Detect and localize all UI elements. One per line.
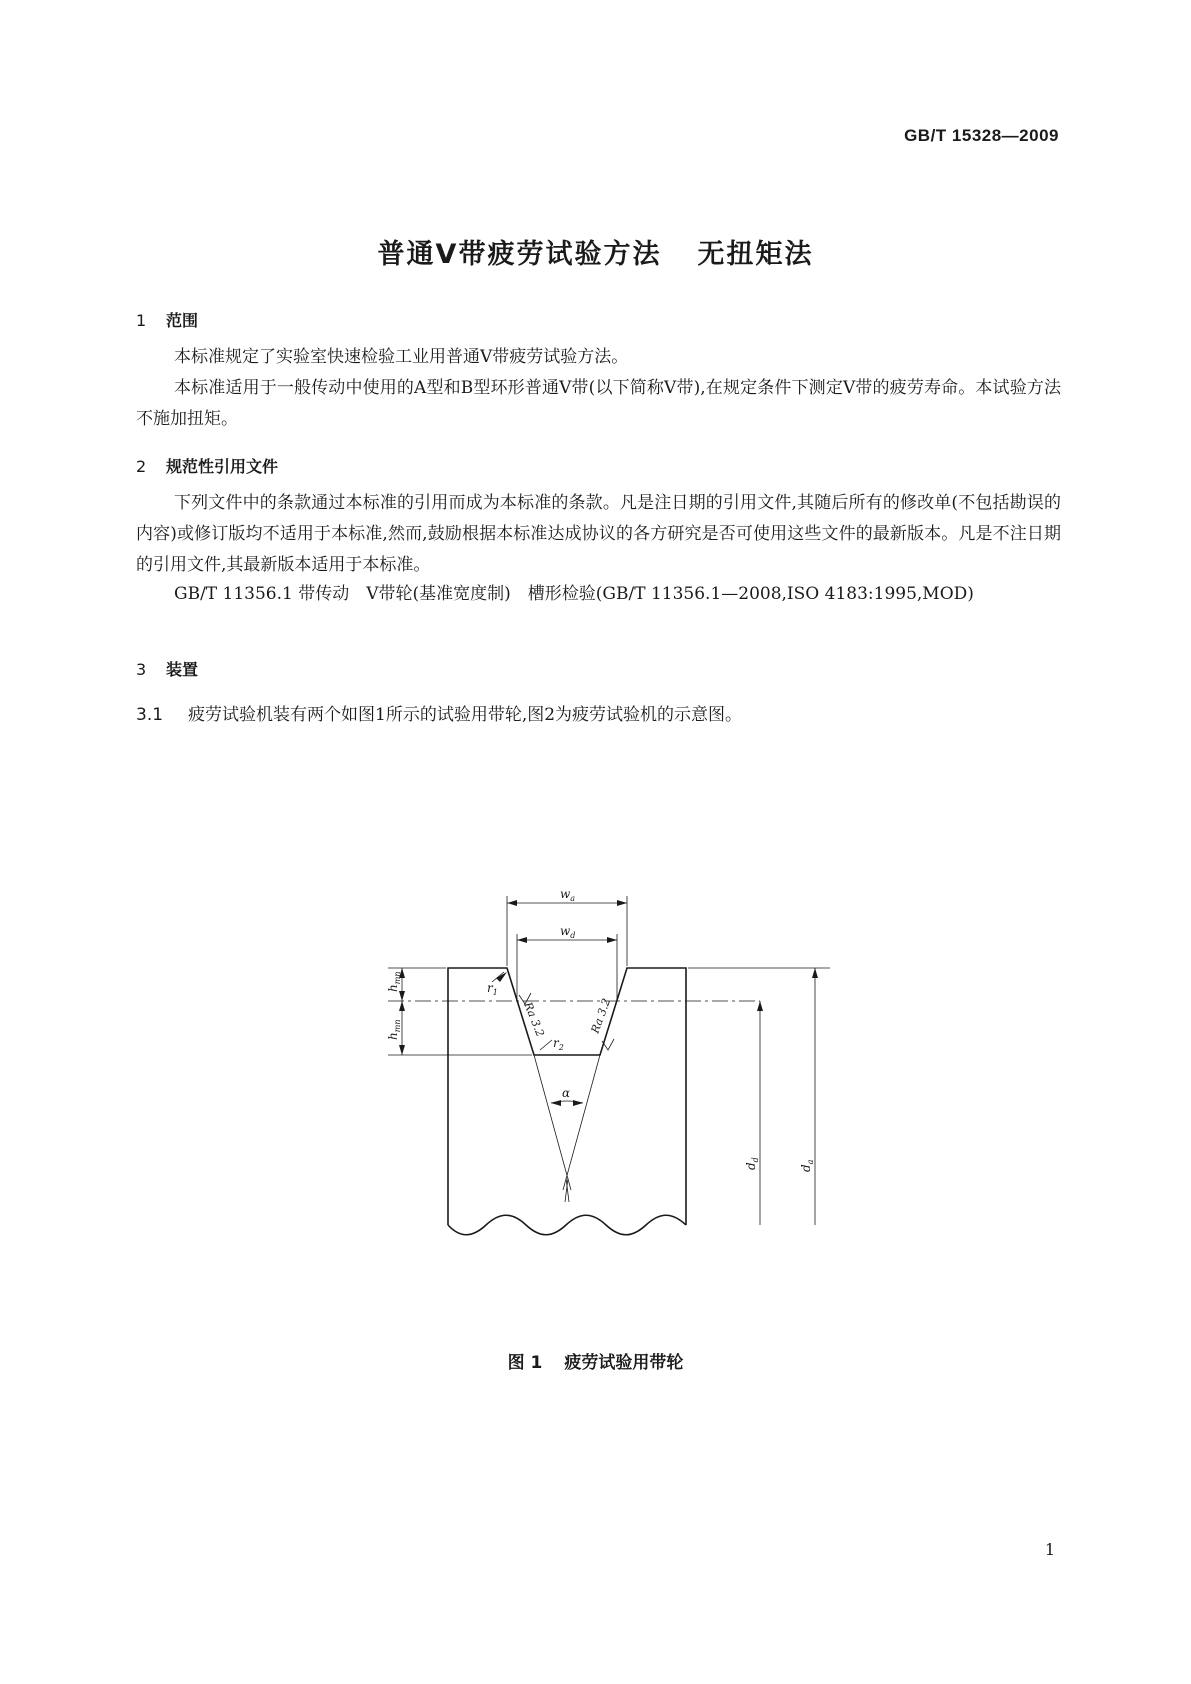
arrow <box>617 900 627 906</box>
arrow <box>607 937 617 943</box>
section-number: 1 <box>136 311 147 330</box>
hmn-label-upper: $h_{mn}$ <box>386 971 402 992</box>
standard-code: GB/T 15328—2009 <box>904 126 1059 145</box>
section-number: 3 <box>136 660 147 679</box>
section-title: 规范性引用文件 <box>166 457 279 476</box>
arrow <box>517 937 527 943</box>
arrow <box>757 1001 763 1011</box>
section-2-paragraph-1: 下列文件中的条款通过本标准的引用而成为本标准的条款。凡是注日期的引用文件,其随后所有的修改单(不包括勘误的内容)或修订版均不适用于本标准,然而,鼓励根据本标准达成协议的各方研究是否可使用这些文件的最新版本。凡是不注日期的引用文件,其最新版本适用于本标准。 <box>136 493 1061 575</box>
section-1-paragraph-2: 本标准适用于一般传动中使用的A型和B型环形普通V带(以下简称V带),在规定条件下测定V带的疲劳寿命。本试验方法不施加扭矩。 <box>136 378 1061 429</box>
clause-number: 3.1 <box>136 705 164 725</box>
break-line <box>448 1215 686 1235</box>
hmn-label-lower: $h_{mn}$ <box>386 1019 402 1040</box>
title-sub: 无扭矩法 <box>697 239 814 270</box>
wd-label: $w_d$ <box>560 924 576 940</box>
arrow <box>399 1045 405 1055</box>
figure-number: 图 1 <box>507 1353 543 1373</box>
dd-label: $d_d$ <box>744 1157 760 1170</box>
alpha-label: α <box>562 1086 571 1100</box>
r2-label: $r_2$ <box>553 1036 564 1052</box>
figure-title: 疲劳试验用带轮 <box>564 1353 684 1373</box>
arrow <box>399 1001 405 1011</box>
groove-extension-right <box>563 1055 600 1190</box>
wa-label: $w_a$ <box>560 887 576 903</box>
section-number: 2 <box>136 457 147 476</box>
arrow <box>573 1100 583 1106</box>
da-label: $d_a$ <box>799 1159 815 1172</box>
clause-text: 疲劳试验机装有两个如图1所示的试验用带轮,图2为疲劳试验机的示意图。 <box>188 705 743 725</box>
roughness-label-left: Ra 3.2 <box>521 1000 547 1039</box>
r2-leader <box>540 1040 552 1050</box>
section-1-paragraph-1: 本标准规定了实验室快速检验工业用普通V带疲劳试验方法。 <box>174 347 629 367</box>
page-number: 1 <box>1044 1540 1055 1559</box>
arrow <box>812 968 818 978</box>
roughness-label-right: Ra 3.2 <box>588 996 614 1036</box>
section-title: 装置 <box>166 660 199 679</box>
title-main: 普通V带疲劳试验方法 <box>377 239 662 270</box>
r1-label: $r_1$ <box>487 981 498 997</box>
arrow <box>551 1100 561 1106</box>
section-title: 范围 <box>166 311 199 330</box>
arrow <box>507 900 517 906</box>
groove-extension-left <box>534 1055 571 1190</box>
figure-caption <box>0 1348 1191 1373</box>
section-2-reference: GB/T 11356.1 带传动 V带轮(基准宽度制) 槽形检验(GB/T 11356.1—2008,ISO 4183:1995,MOD) <box>174 584 974 604</box>
